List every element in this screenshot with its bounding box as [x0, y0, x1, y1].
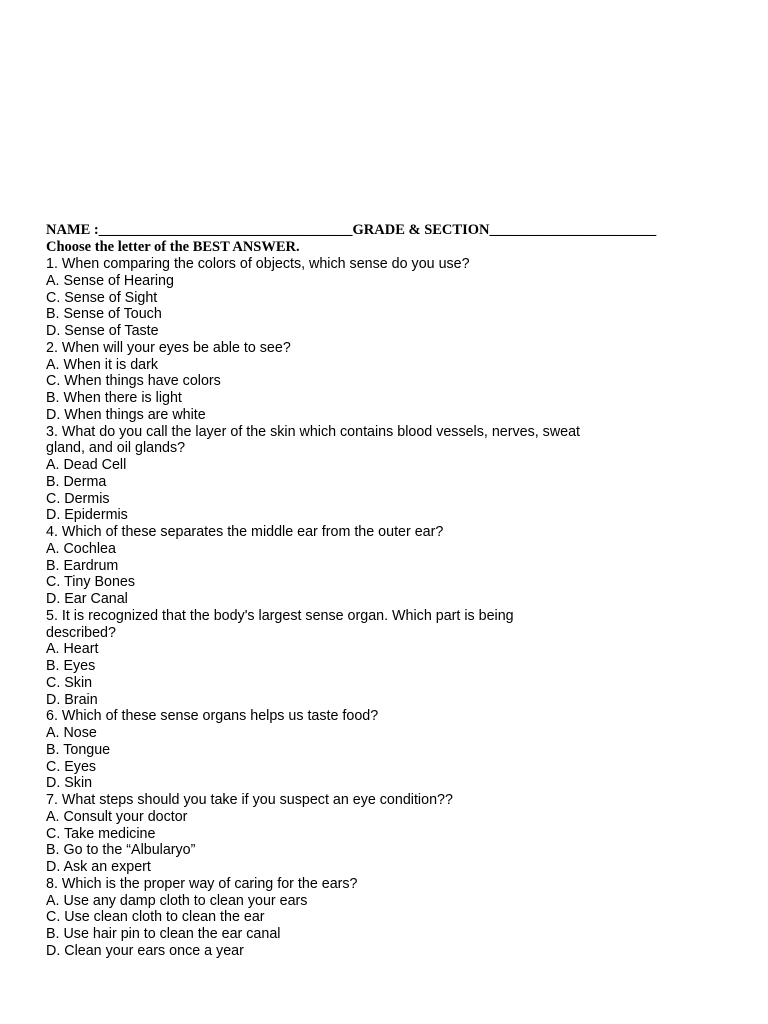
choice-8b: B. Use hair pin to clean the ear canal	[46, 926, 281, 942]
choice-6a: A. Nose	[46, 725, 97, 741]
choice-3a: A. Dead Cell	[46, 457, 127, 473]
choice-3d: D. Epidermis	[46, 507, 128, 524]
choice-4d: D. Ear Canal	[46, 591, 128, 607]
choice-7b: B. Go to the “Albularyo”	[46, 842, 196, 859]
choice-1b: B. Sense of Touch	[46, 306, 162, 323]
choice-4a: A. Cochlea	[46, 540, 116, 557]
choice-8d: D. Clean your ears once a year	[46, 942, 244, 959]
instruction-text: Choose the letter of the BEST ANSWER.	[46, 239, 300, 255]
name-grade-section-line: NAME :___________________________________GRADE & SECTION_______________________	[46, 222, 657, 238]
choice-3b: B. Derma	[46, 473, 107, 490]
question-8: 8. Which is the proper way of caring for the ears?	[46, 875, 358, 892]
choice-8c: C. Use clean cloth to clean the ear	[46, 909, 265, 926]
question-2: 2. When will your eyes be able to see?	[46, 339, 291, 356]
choice-7c: C. Take medicine	[46, 825, 156, 842]
choice-2d: D. When things are white	[46, 406, 206, 423]
question-1: 1. When comparing the colors of objects, which sense do you use?	[46, 256, 470, 272]
choice-1a: A. Sense of Hearing	[46, 272, 174, 289]
choice-5c: C. Skin	[46, 674, 93, 691]
choice-8a: A. Use any damp cloth to clean your ears	[46, 892, 308, 909]
choice-1c: C. Sense of Sight	[46, 289, 158, 306]
choice-6c: C. Eyes	[46, 758, 97, 775]
question-6: 6. Which of these sense organs helps us taste food?	[46, 708, 379, 725]
choice-5d: D. Brain	[46, 691, 98, 708]
choice-2b: B. When there is light	[46, 390, 182, 406]
choice-7d: D. Ask an expert	[46, 859, 151, 875]
choice-6d: D. Skin	[46, 775, 93, 792]
question-5: 5. It is recognized that the body's largest sense organ. Which part is being	[46, 607, 514, 624]
choice-2a: A. When it is dark	[46, 356, 159, 373]
choice-1d: D. Sense of Taste	[46, 323, 159, 339]
choice-5a: A. Heart	[46, 641, 99, 658]
question-3: 3. What do you call the layer of the skin which contains blood vessels, nerves, sweat	[46, 423, 581, 440]
choice-4c: C. Tiny Bones	[46, 574, 135, 591]
worksheet	[46, 222, 726, 960]
choice-7a: A. Consult your doctor	[46, 808, 188, 825]
question-4: 4. Which of these separates the middle ear from the outer ear?	[46, 524, 444, 540]
question-5-continued: described?	[46, 624, 116, 641]
choice-3c: C. Dermis	[46, 490, 110, 507]
choice-6b: B. Tongue	[46, 741, 111, 758]
question-3-continued: gland, and oil glands?	[46, 440, 186, 457]
choice-5b: B. Eyes	[46, 658, 96, 674]
choice-2c: C. When things have colors	[46, 373, 221, 390]
choice-4b: B. Eardrum	[46, 557, 119, 574]
question-7: 7. What steps should you take if you suspect an eye condition??	[46, 792, 453, 808]
